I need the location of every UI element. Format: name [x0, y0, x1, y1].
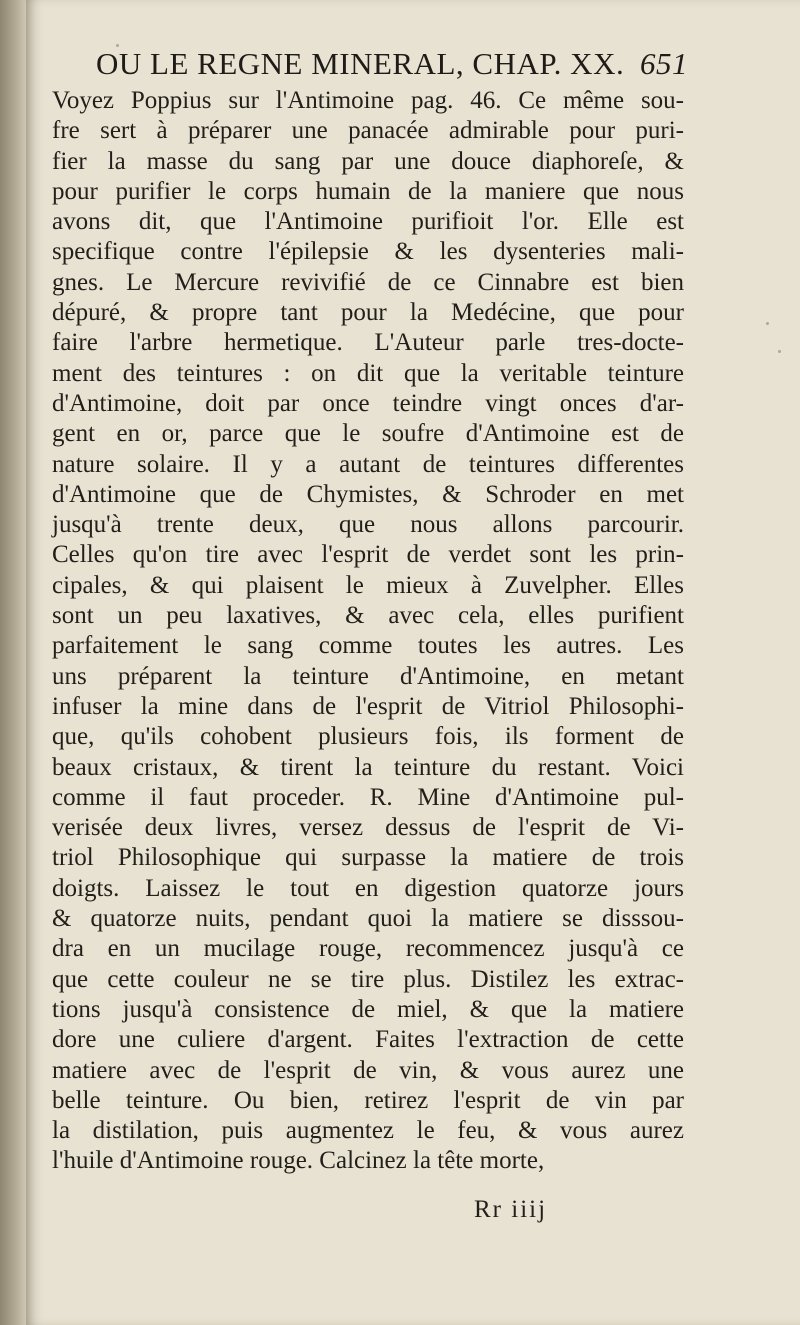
body-text [52, 86, 684, 1177]
chapter-title: OU LE REGNE MINERAL, CHAP. XX. [96, 46, 625, 81]
text-line: pour purifier le corps humain de la maniere que nous [52, 177, 684, 205]
text-line: jusqu'à trente deux, que nous allons parcourir. [52, 511, 684, 539]
text-line: Celles qu'on tire avec l'esprit de verdet sont les prin- [52, 541, 684, 569]
text-line: d'Antimoine que de Chymistes, & Schroder en met [52, 480, 684, 508]
text-line: matiere avec de l'esprit de vin, & vous aurez une [52, 1056, 684, 1084]
paper-speck [766, 322, 769, 325]
text-line: uns préparent la teinture d'Antimoine, en metant [52, 662, 684, 690]
text-line: beaux cristaux, & tirent la teinture du restant. Voici [52, 753, 684, 781]
signature-mark: Rr iiij [474, 1196, 548, 1223]
text-line: dra en un mucilage rouge, recommencez jusqu'à ce [52, 935, 684, 963]
text-line: & quatorze nuits, pendant quoi la matiere se disssou- [52, 905, 684, 933]
text-line: l'huile d'Antimoine rouge. Calcinez la tête morte, [52, 1147, 545, 1175]
text-line: gent en or, parce que le soufre d'Antimoine est de [52, 420, 684, 448]
running-head [96, 46, 688, 86]
text-line: verisée deux livres, versez dessus de l'esprit de Vi- [52, 814, 684, 842]
text-line: avons dit, que l'Antimoine purifioit l'or. Elle est [52, 208, 684, 236]
text-line: parfaitement le sang comme toutes les autres. Les [52, 632, 684, 660]
text-line: Voyez Poppius sur l'Antimoine pag. 46. Ce même sou- [52, 87, 684, 114]
text-line: faire l'arbre hermetique. L'Auteur parle tres-docte- [52, 329, 684, 357]
text-line: comme il faut proceder. R. Mine d'Antimoine pul- [52, 783, 684, 811]
paper-speck [778, 350, 781, 353]
book-gutter [0, 0, 26, 1325]
text-line: belle teinture. Ou bien, retirez l'esprit de vin par [52, 1086, 684, 1114]
text-line: gnes. Le Mercure revivifié de ce Cinnabre est bien [52, 268, 684, 296]
text-line: cipales, & qui plaisent le mieux à Zuvelpher. Elles [52, 571, 684, 599]
text-line: que, qu'ils cohobent plusieurs fois, ils forment de [52, 723, 684, 751]
text-line: que cette couleur ne se tire plus. Distilez les extrac- [52, 965, 684, 993]
text-line: fier la masse du sang par une douce diaphoreſe, & [52, 147, 684, 175]
text-line: d'Antimoine, doit par once teindre vingt onces d'ar- [52, 389, 684, 417]
text-line: ment des teintures : on dit que la veritable teinture [52, 359, 684, 387]
text-line: dépuré, & propre tant pour la Medécine, que pour [52, 299, 684, 327]
text-line: doigts. Laissez le tout en digestion quatorze jours [52, 874, 684, 902]
text-line: tions jusqu'à consistence de miel, & que la matiere [52, 995, 684, 1023]
text-line: fre sert à préparer une panacée admirable pour puri- [52, 117, 684, 145]
text-line: dore une culiere d'argent. Faites l'extraction de cette [52, 1026, 684, 1054]
text-line: infuser la mine dans de l'esprit de Vitriol Philosophi- [52, 692, 684, 720]
page-number: 651 [640, 46, 688, 81]
text-line: nature solaire. Il y a autant de teintures differentes [52, 450, 684, 478]
text-line: sont un peu laxatives, & avec cela, elles purifient [52, 602, 684, 630]
text-line: triol Philosophique qui surpasse la matiere de trois [52, 844, 684, 872]
text-line: la distilation, puis augmentez le feu, & vous aurez [52, 1117, 684, 1145]
text-line: specifique contre l'épilepsie & les dysenteries mali- [52, 238, 684, 266]
